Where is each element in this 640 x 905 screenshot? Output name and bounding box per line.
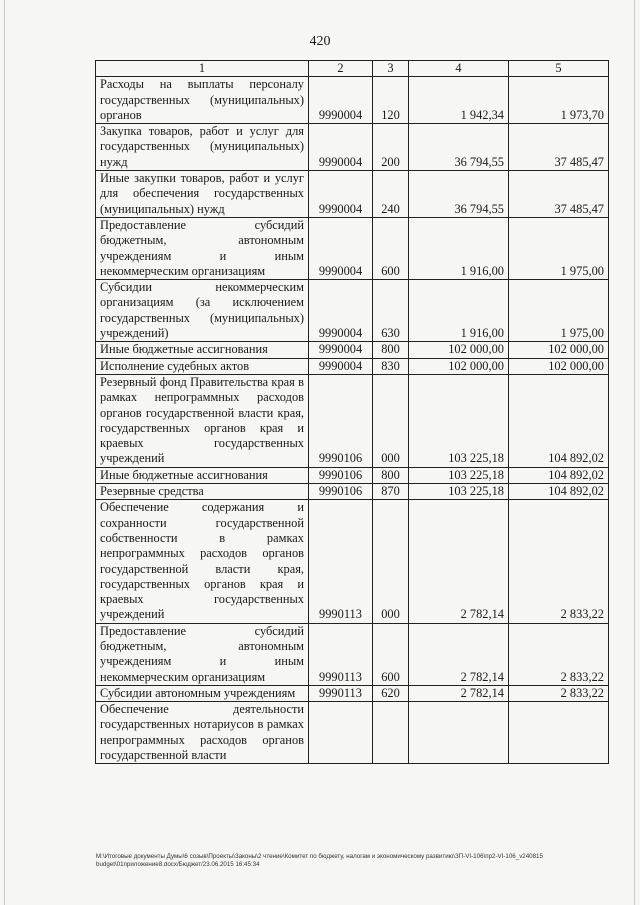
expense-type-cell: 630 xyxy=(373,280,409,342)
amount-year1-cell: 2 782,14 xyxy=(409,685,509,701)
expense-type-cell: 000 xyxy=(373,500,409,623)
expense-type-cell: 600 xyxy=(373,623,409,685)
budget-table-body xyxy=(96,61,609,764)
expense-name-cell: Иные бюджетные ассигнования xyxy=(96,342,309,358)
table-row xyxy=(96,702,609,764)
amount-year2-cell: 102 000,00 xyxy=(509,342,609,358)
target-code-cell xyxy=(309,702,373,764)
table-row xyxy=(96,623,609,685)
amount-year2-cell: 2 833,22 xyxy=(509,685,609,701)
expense-name-cell: Иные закупки товаров, работ и услуг для обеспечения государственных (муниципальных) нужд xyxy=(96,171,309,218)
amount-year2-cell: 104 892,02 xyxy=(509,467,609,483)
file-path-footer: M:\Итоговые документы Думы\6 созыв\Проекты\Законы\2 чтение\Комитет по бюджету, налогам и экономическому развитию\ЗП-VI-106\пр2-VI-106_v240815 budget\01приложение8.docx/Бюджет/23.06.2015 16:45:34 xyxy=(96,853,543,868)
amount-year1-cell: 36 794,55 xyxy=(409,171,509,218)
target-code-cell: 9990106 xyxy=(309,484,373,500)
amount-year2-cell: 104 892,02 xyxy=(509,484,609,500)
table-row xyxy=(96,374,609,467)
table-row xyxy=(96,500,609,623)
amount-year1-cell: 36 794,55 xyxy=(409,124,509,171)
target-code-cell: 9990004 xyxy=(309,280,373,342)
amount-year1-cell: 1 942,34 xyxy=(409,77,509,124)
amount-year2-cell: 2 833,22 xyxy=(509,623,609,685)
expense-name-cell: Предоставление субсидий бюджетным, автономным учреждениям и иным некоммерческим организациям xyxy=(96,217,309,279)
expense-type-cell: 830 xyxy=(373,358,409,374)
target-code-cell: 9990004 xyxy=(309,124,373,171)
table-row xyxy=(96,358,609,374)
amount-year1-cell: 102 000,00 xyxy=(409,342,509,358)
expense-type-cell: 800 xyxy=(373,342,409,358)
amount-year2-cell: 37 485,47 xyxy=(509,171,609,218)
table-row xyxy=(96,217,609,279)
target-code-cell: 9990113 xyxy=(309,623,373,685)
target-code-cell: 9990106 xyxy=(309,374,373,467)
expense-type-cell: 800 xyxy=(373,467,409,483)
amount-year2-cell: 102 000,00 xyxy=(509,358,609,374)
header-cell-5: 5 xyxy=(509,61,609,77)
expense-type-cell: 120 xyxy=(373,77,409,124)
target-code-cell: 9990004 xyxy=(309,342,373,358)
table-header-row xyxy=(96,61,609,77)
target-code-cell: 9990113 xyxy=(309,685,373,701)
amount-year1-cell xyxy=(409,702,509,764)
header-cell-2: 2 xyxy=(309,61,373,77)
expense-name-cell: Исполнение судебных актов xyxy=(96,358,309,374)
page-edge-left xyxy=(4,0,5,905)
target-code-cell: 9990113 xyxy=(309,500,373,623)
expense-type-cell: 000 xyxy=(373,374,409,467)
amount-year2-cell: 104 892,02 xyxy=(509,374,609,467)
table-row xyxy=(96,484,609,500)
target-code-cell: 9990004 xyxy=(309,217,373,279)
table-row xyxy=(96,685,609,701)
amount-year2-cell: 1 975,00 xyxy=(509,217,609,279)
amount-year2-cell: 1 975,00 xyxy=(509,280,609,342)
table-row xyxy=(96,171,609,218)
expense-name-cell: Иные бюджетные ассигнования xyxy=(96,467,309,483)
expense-type-cell: 870 xyxy=(373,484,409,500)
expense-type-cell: 600 xyxy=(373,217,409,279)
amount-year1-cell: 103 225,18 xyxy=(409,467,509,483)
expense-name-cell: Расходы на выплаты персоналу государственных (муниципальных) органов xyxy=(96,77,309,124)
expense-name-cell: Обеспечение содержания и сохранности государственной собственности в рамках непрограммных расходов органов государственной власти края, государственных органов края и краевых государственных учреждений xyxy=(96,500,309,623)
table-row xyxy=(96,467,609,483)
amount-year1-cell: 102 000,00 xyxy=(409,358,509,374)
amount-year2-cell: 1 973,70 xyxy=(509,77,609,124)
page-edge-right xyxy=(634,0,635,905)
table-row xyxy=(96,280,609,342)
expense-name-cell: Предоставление субсидий бюджетным, автономным учреждениям и иным некоммерческим организациям xyxy=(96,623,309,685)
expense-type-cell xyxy=(373,702,409,764)
expense-type-cell: 240 xyxy=(373,171,409,218)
target-code-cell: 9990106 xyxy=(309,467,373,483)
amount-year1-cell: 1 916,00 xyxy=(409,217,509,279)
expense-name-cell: Резервные средства xyxy=(96,484,309,500)
amount-year2-cell xyxy=(509,702,609,764)
header-cell-3: 3 xyxy=(373,61,409,77)
header-cell-1: 1 xyxy=(96,61,309,77)
amount-year1-cell: 2 782,14 xyxy=(409,500,509,623)
expense-name-cell: Резервный фонд Правительства края в рамках непрограммных расходов органов государственной власти края, государственных органов края и краевых государственных учреждений xyxy=(96,374,309,467)
table-row xyxy=(96,342,609,358)
budget-table xyxy=(95,60,609,764)
target-code-cell: 9990004 xyxy=(309,77,373,124)
page-number: 420 xyxy=(309,34,331,49)
header-cell-4: 4 xyxy=(409,61,509,77)
amount-year1-cell: 2 782,14 xyxy=(409,623,509,685)
amount-year1-cell: 1 916,00 xyxy=(409,280,509,342)
amount-year1-cell: 103 225,18 xyxy=(409,374,509,467)
table-row xyxy=(96,124,609,171)
amount-year1-cell: 103 225,18 xyxy=(409,484,509,500)
table-row xyxy=(96,77,609,124)
expense-name-cell: Субсидии некоммерческим организациям (за исключением государственных (муниципальных) учреждений) xyxy=(96,280,309,342)
expense-type-cell: 200 xyxy=(373,124,409,171)
expense-type-cell: 620 xyxy=(373,685,409,701)
expense-name-cell: Закупка товаров, работ и услуг для государственных (муниципальных) нужд xyxy=(96,124,309,171)
expense-name-cell: Субсидии автономным учреждениям xyxy=(96,685,309,701)
amount-year2-cell: 2 833,22 xyxy=(509,500,609,623)
target-code-cell: 9990004 xyxy=(309,358,373,374)
expense-name-cell: Обеспечение деятельности государственных нотариусов в рамках непрограммных расходов органов государственной власти xyxy=(96,702,309,764)
amount-year2-cell: 37 485,47 xyxy=(509,124,609,171)
target-code-cell: 9990004 xyxy=(309,171,373,218)
